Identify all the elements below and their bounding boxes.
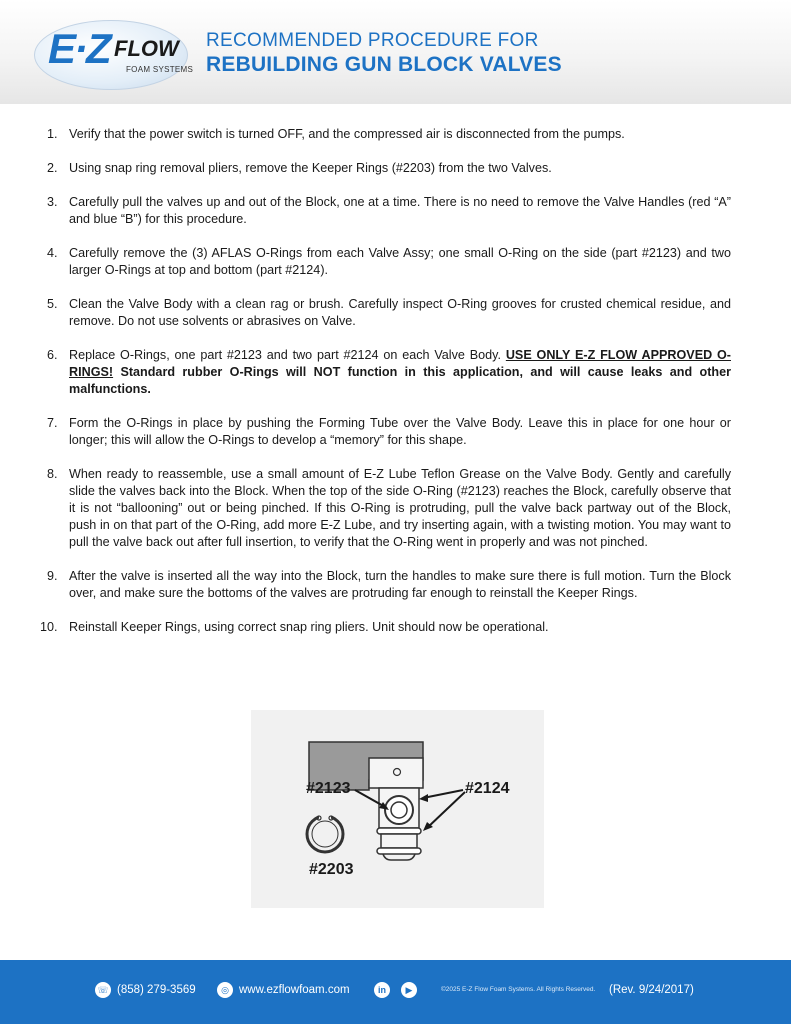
step-3 bbox=[0, 194, 791, 228]
page-footer bbox=[0, 960, 791, 1024]
footer-website[interactable]: www.ezflowfoam.com bbox=[239, 984, 350, 996]
logo-brand-flow: FLOW bbox=[114, 36, 179, 61]
step-4 bbox=[0, 245, 791, 279]
phone-icon: ☏ bbox=[95, 982, 111, 998]
step-text: Clean the Valve Body with a clean rag or brush. Carefully inspect O-Ring grooves for crusted chemical residue, and remove. Do not use solvents or abrasives on Valve. bbox=[69, 297, 731, 328]
step-number: 8. bbox=[47, 467, 58, 481]
step-number: 10. bbox=[40, 620, 58, 634]
label-2124: #2124 bbox=[465, 780, 510, 797]
step-number: 5. bbox=[47, 297, 58, 311]
valve-drawing bbox=[251, 710, 544, 908]
valve-stem bbox=[381, 834, 417, 848]
footer-copyright: ©2025 E-Z Flow Foam Systems. All Rights Reserved. bbox=[441, 986, 596, 993]
side-o-ring bbox=[385, 796, 413, 824]
step-text: After the valve is inserted all the way into the Block, turn the handles to make sure there is full motion. Turn the Block over, and make sure the bottoms of the valves are protruding far enough to reinstall the Keeper Rings. bbox=[69, 569, 731, 600]
step-text: Reinstall Keeper Rings, using correct snap ring pliers. Unit should now be operational. bbox=[69, 620, 549, 634]
step-6 bbox=[0, 347, 791, 398]
arrow-2124-top-head bbox=[419, 794, 428, 802]
step-warning-text: Standard rubber O-Rings will NOT function in this application, and will cause leaks and other malfunctions. bbox=[69, 365, 731, 396]
label-2123: #2123 bbox=[306, 780, 351, 797]
valve-tip bbox=[383, 854, 415, 860]
footer-phone[interactable]: (858) 279-3569 bbox=[117, 984, 196, 996]
lower-o-ring-2 bbox=[377, 848, 421, 854]
label-2203: #2203 bbox=[309, 861, 354, 878]
step-5 bbox=[0, 296, 791, 330]
step-text: Form the O-Rings in place by pushing the Forming Tube over the Valve Body. Leave this in place for one hour or longer; this will allow the O-Rings to develop a “memory” for this shape. bbox=[69, 416, 731, 447]
globe-icon: ◎ bbox=[217, 982, 233, 998]
step-text: Verify that the power switch is turned OFF, and the compressed air is disconnected from the pumps. bbox=[69, 127, 625, 141]
arrow-2124-top bbox=[423, 790, 463, 798]
step-text: Carefully pull the valves up and out of the Block, one at a time. There is no need to remove the Valve Handles (red “A” and blue “B”) for this procedure. bbox=[69, 195, 731, 226]
page-title-line2: REBUILDING GUN BLOCK VALVES bbox=[206, 53, 562, 76]
logo-subtitle: FOAM SYSTEMS bbox=[126, 65, 194, 74]
step-text: Carefully remove the (3) AFLAS O-Rings from each Valve Assy; one small O-Ring on the side (part #2123) and two larger O-Rings at top and bottom (part #2124). bbox=[69, 246, 731, 277]
youtube-icon[interactable]: ▶ bbox=[401, 982, 417, 998]
arrow-2124-bottom bbox=[427, 792, 465, 828]
step-number: 7. bbox=[47, 416, 58, 430]
linkedin-icon[interactable]: in bbox=[374, 982, 390, 998]
footer-revision: (Rev. 9/24/2017) bbox=[609, 984, 694, 996]
step-10 bbox=[0, 619, 791, 636]
page-title-line1: RECOMMENDED PROCEDURE FOR bbox=[206, 30, 539, 51]
step-number: 4. bbox=[47, 246, 58, 260]
page-header bbox=[0, 0, 791, 104]
valve-body-top bbox=[369, 758, 423, 788]
step-number: 6. bbox=[47, 348, 58, 362]
lower-o-ring-1 bbox=[377, 828, 421, 834]
step-8 bbox=[0, 466, 791, 551]
step-number: 3. bbox=[47, 195, 58, 209]
step-7 bbox=[0, 415, 791, 449]
step-number: 9. bbox=[47, 569, 58, 583]
step-2 bbox=[0, 160, 791, 177]
step-number: 1. bbox=[47, 127, 58, 141]
step-text: When ready to reassemble, use a small amount of E-Z Lube Teflon Grease on the Valve Body. Gently and carefully slide the valves back into the Block. When the top of the side O-Ring (#2123) reaches the Block, carefully observe that it is not “ballooning” out or being pinched. If this O-Ring is protruding, pull the valve back partway out of the Block, push in on that part of the O-Ring, add more E-Z Lube, and try inserting again, with a twisting motion. You may want to pull the valve back out after full insertion, to verify that the O-Ring went in properly and was not pinched. bbox=[69, 467, 731, 549]
step-warning-underlined: USE ONLY E-Z FLOW APPROVED O-RINGS! bbox=[69, 348, 731, 379]
step-text: Replace O-Rings, one part #2123 and two part #2124 on each Valve Body. bbox=[69, 348, 506, 362]
valve-diagram bbox=[251, 710, 544, 908]
step-1 bbox=[0, 126, 791, 143]
step-text: Using snap ring removal pliers, remove the Keeper Rings (#2203) from the two Valves. bbox=[69, 161, 552, 175]
keeper-ring-inner bbox=[312, 821, 338, 847]
ez-flow-logo bbox=[30, 14, 196, 92]
procedure-steps bbox=[0, 126, 791, 653]
logo-brand-ez: E·Z bbox=[48, 25, 110, 72]
step-9 bbox=[0, 568, 791, 602]
step-number: 2. bbox=[47, 161, 58, 175]
